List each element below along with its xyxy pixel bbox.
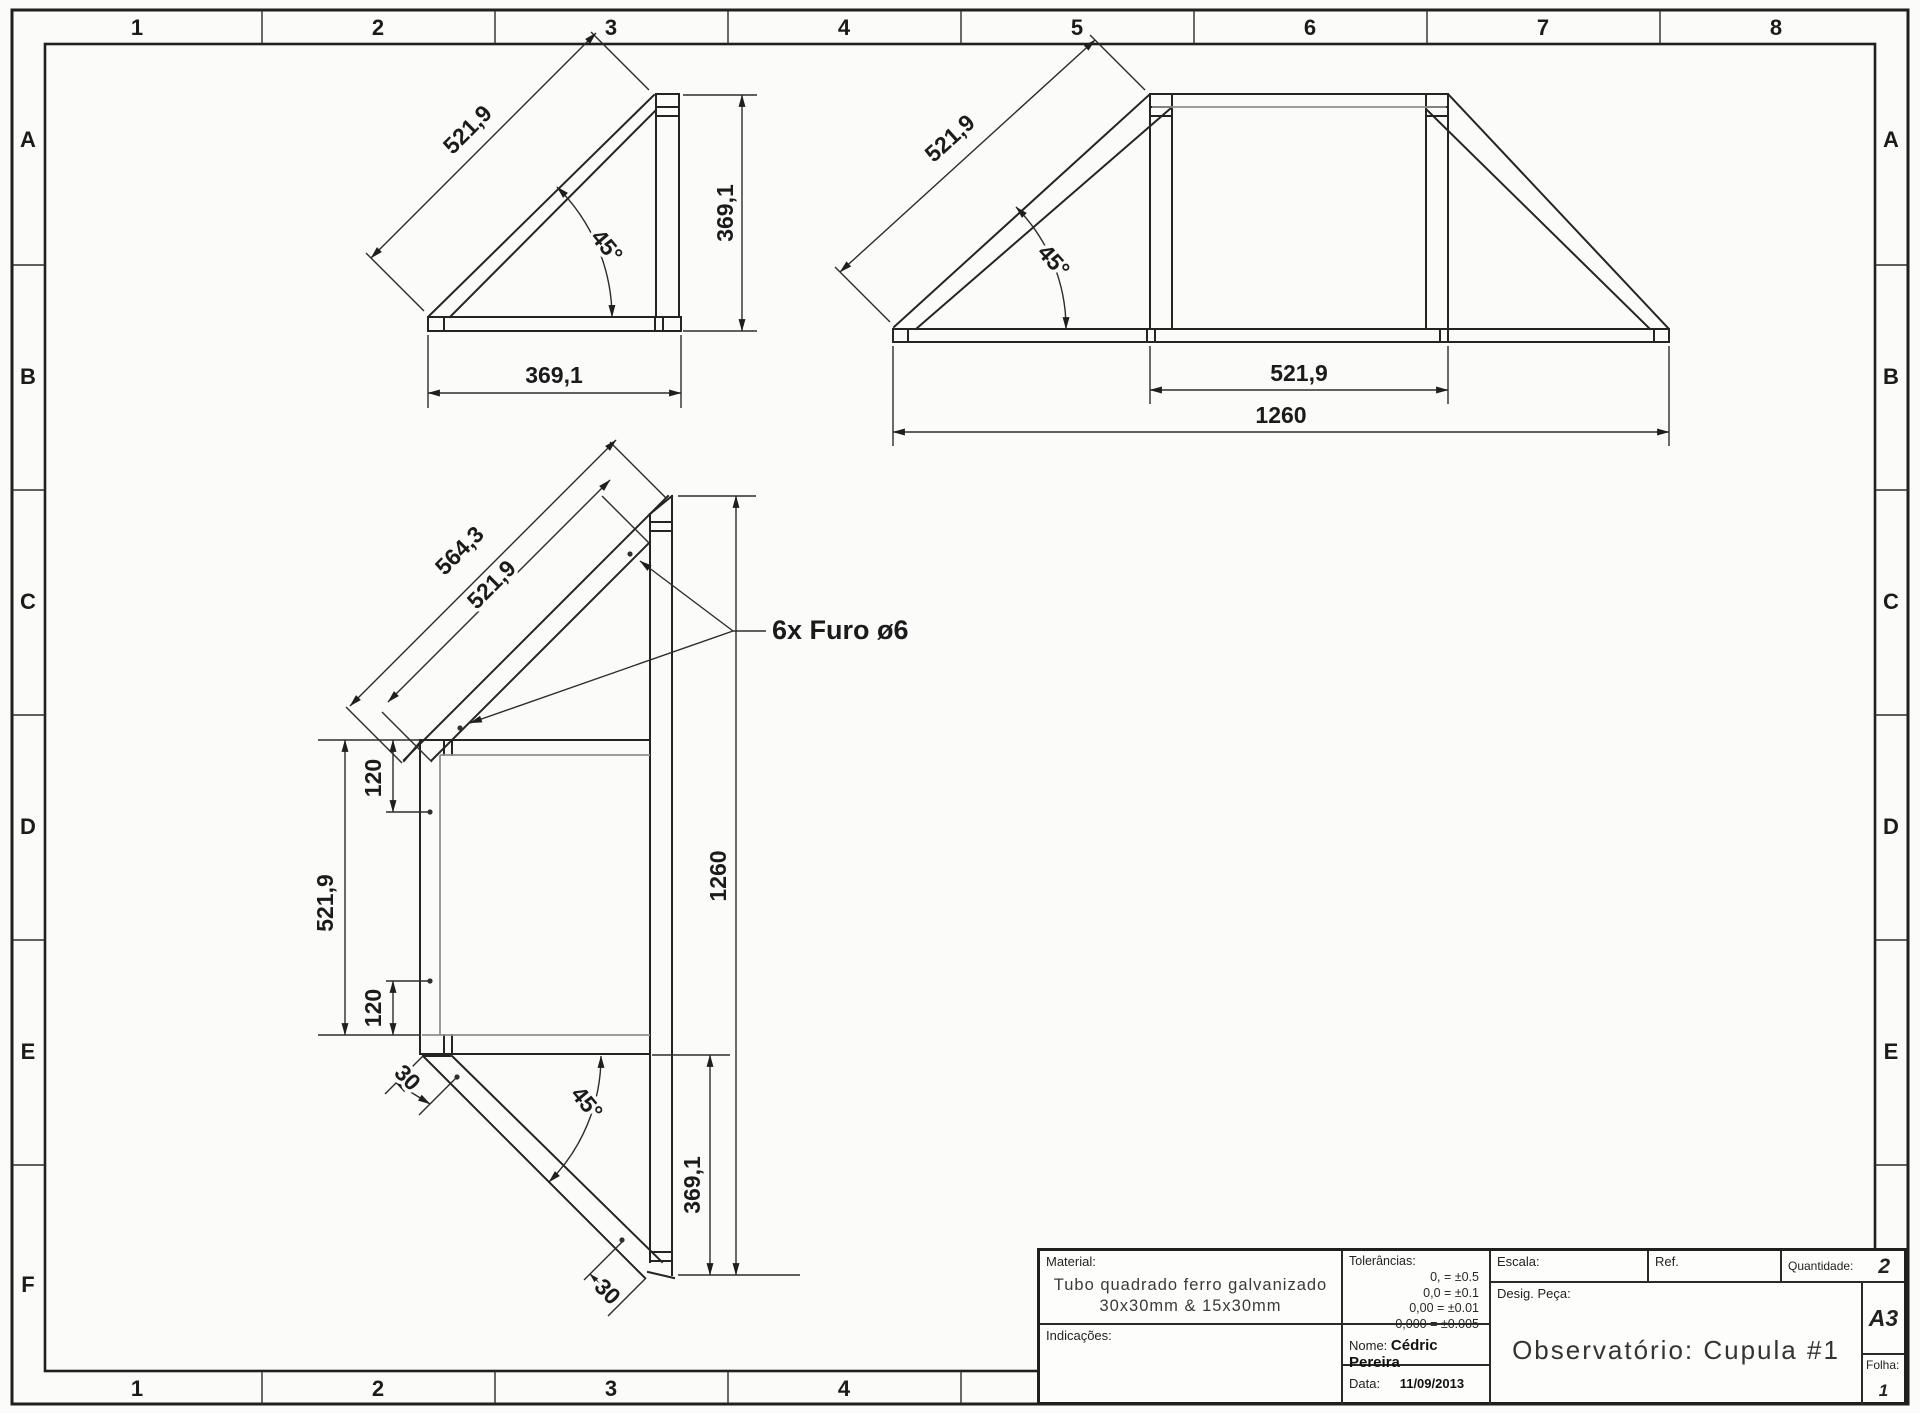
sheet-size: A3 bbox=[1868, 1305, 1899, 1331]
indications-cell bbox=[1040, 1325, 1343, 1405]
dim-diagonal: 521,9 bbox=[919, 109, 980, 167]
col-label: 3 bbox=[604, 15, 618, 40]
designation-value: Observatório: Cupula #1 bbox=[1512, 1335, 1840, 1365]
quantity-cell bbox=[1782, 1251, 1904, 1283]
col-label: 4 bbox=[837, 15, 851, 40]
indications-label: Indicações: bbox=[1046, 1328, 1112, 1343]
grid-row-labels-left bbox=[20, 127, 36, 1297]
dim-side: 521,9 bbox=[312, 874, 338, 932]
quantity-label: Quantidade: bbox=[1788, 1259, 1854, 1273]
col-label: 1 bbox=[130, 15, 144, 40]
grid-row-labels-right bbox=[1883, 127, 1899, 1064]
tolerance-line: 0,000 = ±0.005 bbox=[1395, 1316, 1479, 1331]
material-cell bbox=[1040, 1251, 1343, 1325]
view-corner-brace bbox=[366, 32, 757, 408]
tolerance-line: 0, = ±0.5 bbox=[1430, 1270, 1479, 1284]
dim-base: 369,1 bbox=[525, 362, 583, 388]
dim-hypotenuse: 521,9 bbox=[437, 99, 497, 159]
row-label: A bbox=[20, 127, 36, 152]
drill-holes bbox=[427, 551, 632, 1242]
ref-label: Ref. bbox=[1655, 1254, 1679, 1269]
name-value: Cédric Pereira bbox=[1349, 1337, 1438, 1371]
col-label: 3 bbox=[604, 1376, 618, 1401]
grid-column-dividers-top bbox=[262, 10, 1660, 44]
grid-column-labels-bottom bbox=[131, 1376, 851, 1401]
sheet-border bbox=[12, 10, 1908, 1404]
dim-offset-bottom: 120 bbox=[360, 988, 386, 1028]
grid-column-labels-top bbox=[131, 15, 1782, 40]
dim-hole-offset-lower: 30 bbox=[589, 1273, 626, 1310]
tolerance-line: 0,00 = ±0.01 bbox=[1409, 1301, 1479, 1315]
row-label: C bbox=[20, 589, 36, 614]
profile-inner-edges bbox=[422, 755, 650, 1035]
row-label: E bbox=[1883, 1039, 1899, 1064]
dim-hole-offset-upper: 30 bbox=[389, 1059, 426, 1096]
row-label: A bbox=[1883, 127, 1899, 152]
grid-row-dividers bbox=[12, 265, 1908, 1165]
tolerances-label: Tolerâncias: bbox=[1349, 1254, 1416, 1268]
date-label: Data: bbox=[1349, 1376, 1381, 1391]
sheet-label: Folha: bbox=[1866, 1358, 1900, 1372]
scale-label: Escala: bbox=[1497, 1254, 1540, 1269]
view-side-profile bbox=[312, 440, 909, 1316]
designation-cell bbox=[1491, 1283, 1863, 1405]
dim-total-width: 1260 bbox=[1255, 402, 1307, 428]
row-label: E bbox=[20, 1039, 36, 1064]
dim-angle: 45° bbox=[585, 224, 629, 268]
col-label: 5 bbox=[1070, 15, 1084, 40]
col-label: 8 bbox=[1769, 15, 1783, 40]
triangle-dimensions bbox=[366, 32, 757, 408]
scale-cell bbox=[1491, 1251, 1649, 1283]
hole-note: 6x Furo ø6 bbox=[772, 615, 909, 645]
date-value: 11/09/2013 bbox=[1399, 1376, 1465, 1391]
row-label: B bbox=[20, 364, 36, 389]
material-line2: 30x30mm & 15x30mm bbox=[1099, 1297, 1282, 1315]
row-label: C bbox=[1883, 589, 1899, 614]
dim-inner-diagonal: 521,9 bbox=[461, 554, 521, 614]
col-label: 1 bbox=[130, 1376, 144, 1401]
ref-cell bbox=[1649, 1251, 1782, 1283]
sheet-value: 1 bbox=[1878, 1381, 1889, 1400]
sheet-number-cell bbox=[1863, 1355, 1904, 1405]
dim-angle: 45° bbox=[565, 1081, 609, 1125]
dim-angle: 45° bbox=[1032, 239, 1076, 283]
quantity-value: 2 bbox=[1878, 1255, 1890, 1278]
dim-height: 369,1 bbox=[712, 184, 738, 242]
col-label: 2 bbox=[371, 1376, 385, 1401]
col-label: 2 bbox=[371, 15, 385, 40]
tolerance-line: 0,0 = ±0.1 bbox=[1423, 1285, 1479, 1300]
row-label: F bbox=[21, 1272, 35, 1297]
trapezoid-members bbox=[893, 94, 1669, 342]
profile-members bbox=[404, 496, 674, 1278]
material-line1: Tubo quadrado ferro galvanizado bbox=[1053, 1276, 1328, 1294]
date-cell bbox=[1343, 1366, 1491, 1405]
dim-total-height: 1260 bbox=[705, 850, 731, 902]
col-label: 7 bbox=[1536, 15, 1550, 40]
title-block bbox=[1037, 1248, 1907, 1405]
tolerances-cell bbox=[1343, 1251, 1491, 1331]
row-label: D bbox=[1883, 814, 1899, 839]
dim-lower-height: 369,1 bbox=[679, 1156, 705, 1214]
row-label: D bbox=[20, 814, 36, 839]
material-label: Material: bbox=[1046, 1254, 1096, 1269]
trapezoid-dimensions bbox=[835, 35, 1669, 446]
name-label: Nome: bbox=[1349, 1338, 1388, 1353]
row-label: B bbox=[1883, 364, 1899, 389]
name-cell bbox=[1343, 1325, 1491, 1371]
dim-outer-diagonal: 564,3 bbox=[429, 520, 489, 580]
sheet-size-cell bbox=[1863, 1283, 1904, 1355]
designation-label: Desig. Peça: bbox=[1497, 1286, 1571, 1301]
view-front-frame bbox=[835, 35, 1669, 446]
col-label: 6 bbox=[1303, 15, 1317, 40]
dim-top-width: 521,9 bbox=[1270, 360, 1328, 386]
dim-offset-top: 120 bbox=[360, 758, 386, 798]
col-label: 4 bbox=[837, 1376, 851, 1401]
